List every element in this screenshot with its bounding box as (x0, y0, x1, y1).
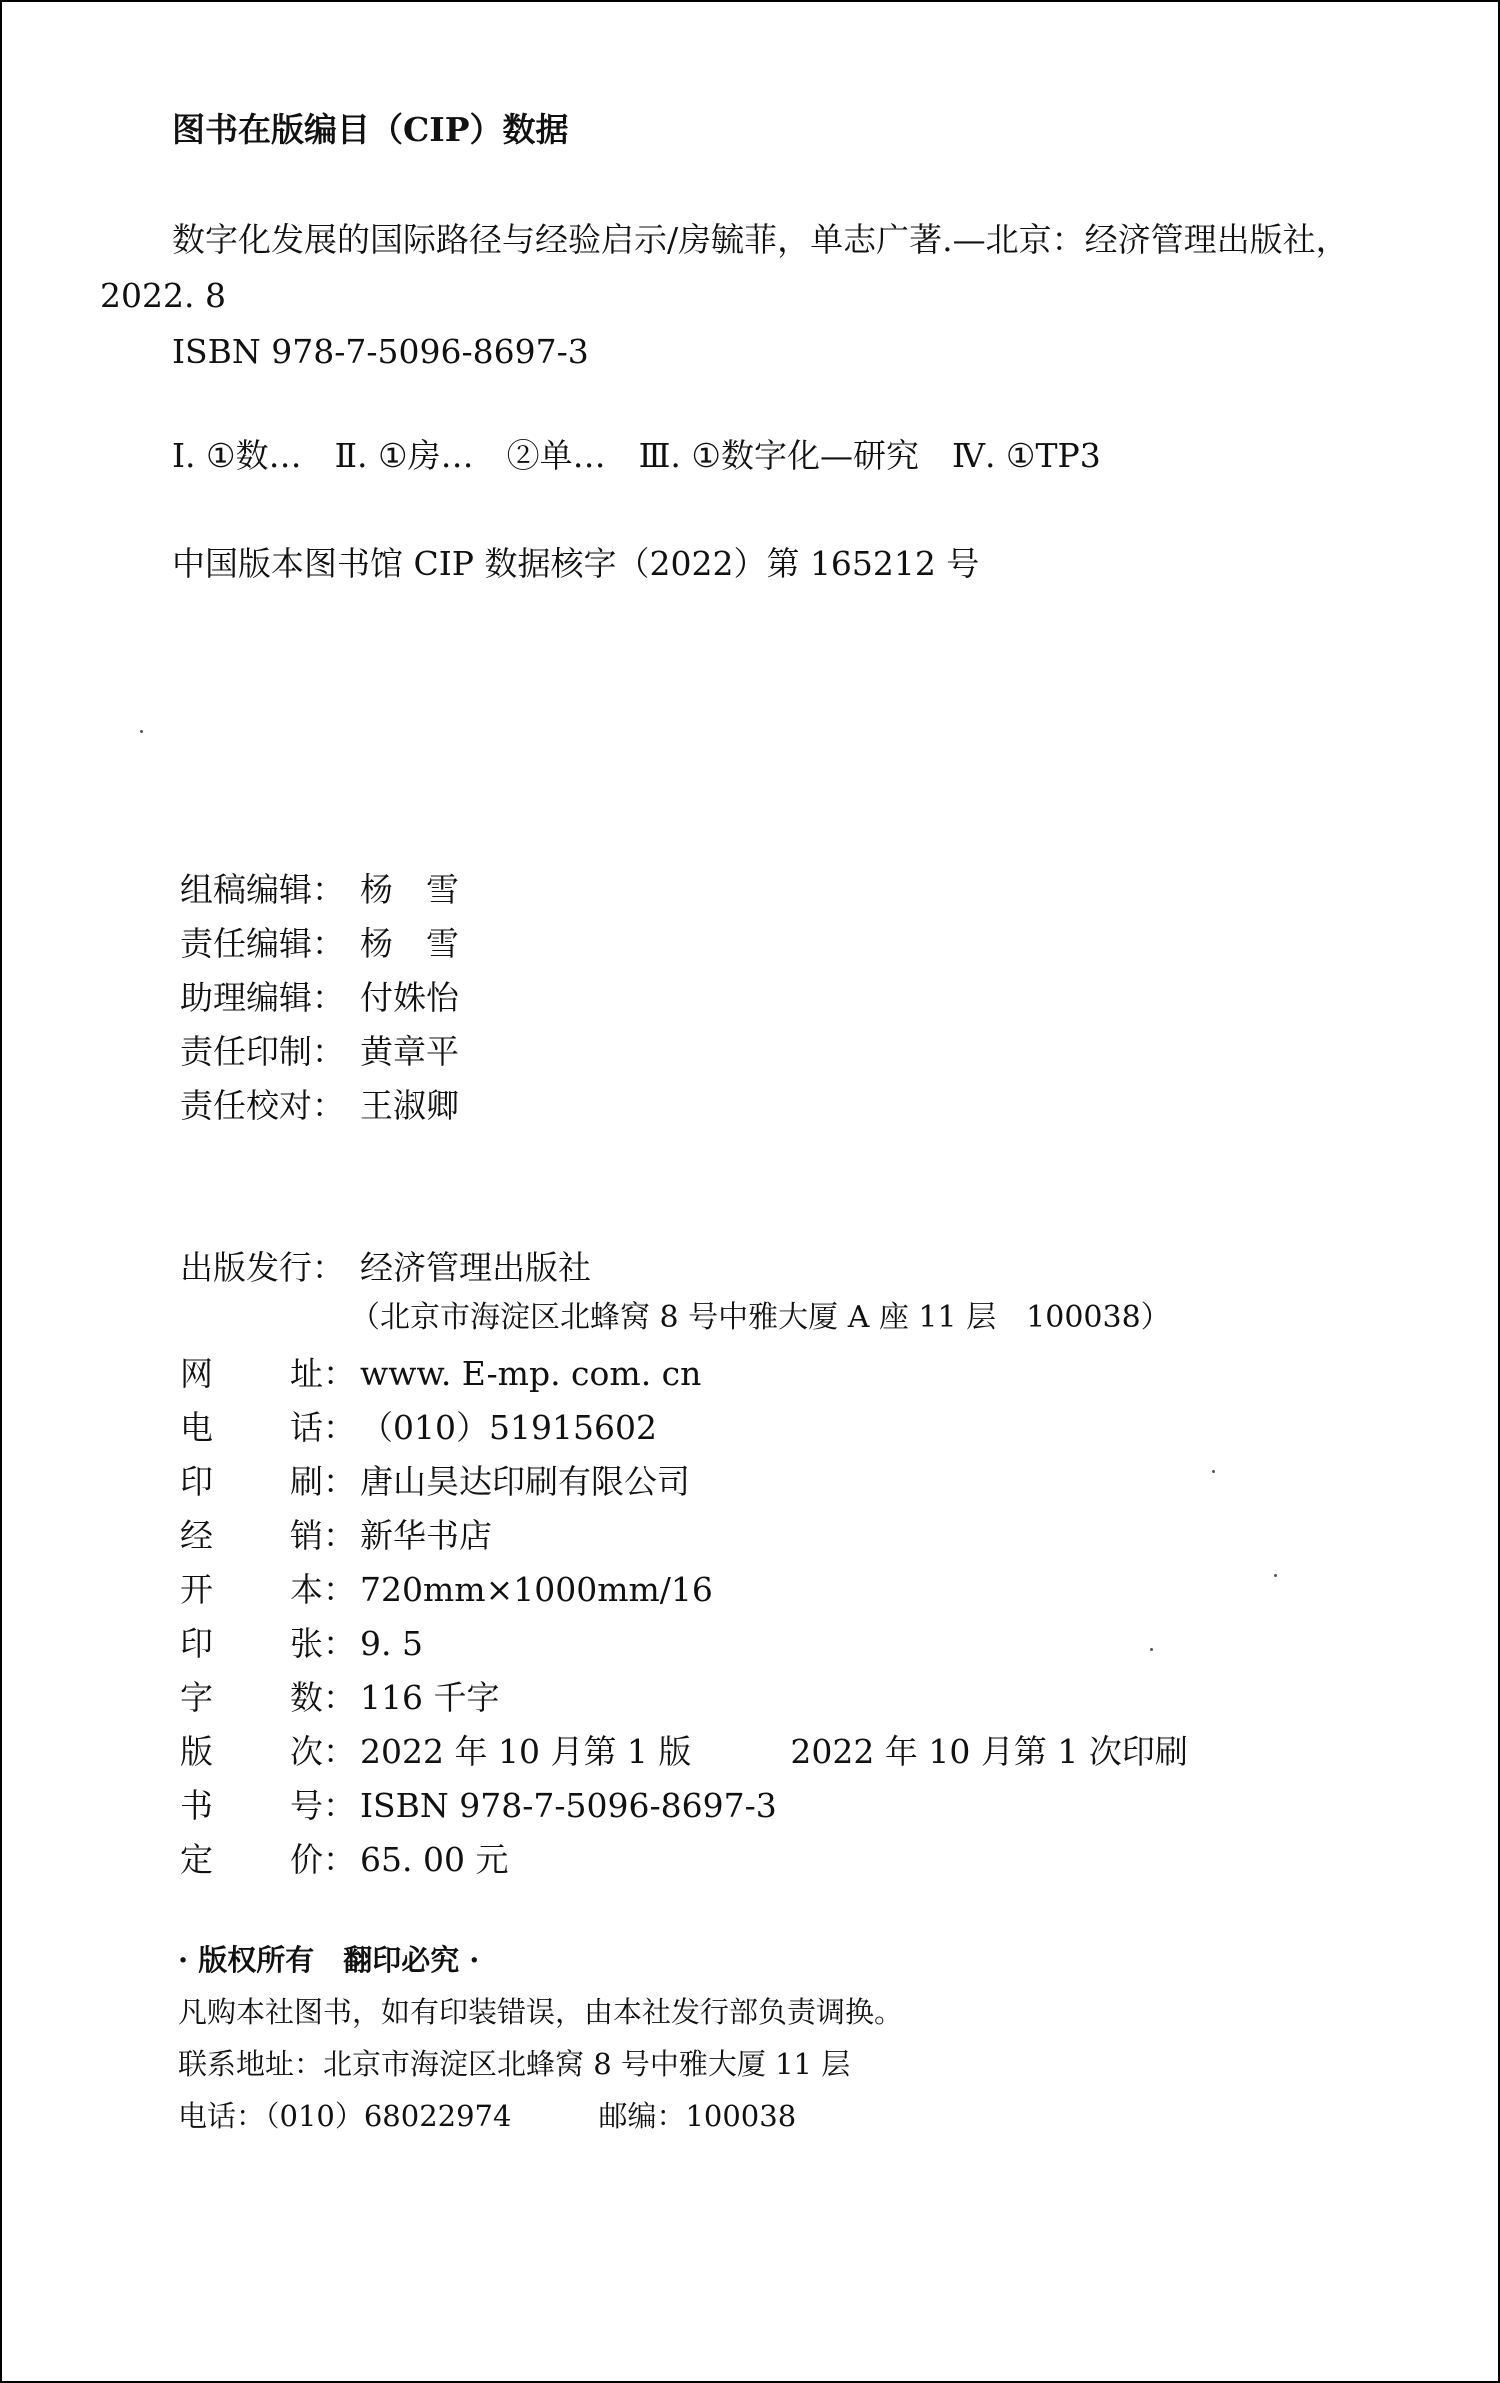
rights-notice: · 版权所有 翻印必究 · (178, 1943, 480, 1977)
detail-row (180, 1516, 492, 1556)
detail-value: （010）51915602 (360, 1408, 657, 1447)
detail-label-a: 印 (180, 1462, 213, 1501)
detail-value: 2022 年 10 月第 1 版 2022 年 10 月第 1 次印刷 (360, 1732, 1188, 1771)
detail-row (180, 1462, 690, 1502)
editor-value: 付姝怡 (360, 978, 459, 1017)
contact-address: 联系地址：北京市海淀区北蜂窝 8 号中雅大厦 11 层 (178, 2047, 851, 2081)
publisher-name: 经济管理出版社 (360, 1248, 591, 1287)
detail-label-a: 字 (180, 1678, 213, 1717)
detail-row (180, 1624, 423, 1664)
editor-label: 责任校对： (180, 1086, 345, 1125)
detail-label-b: 话： (290, 1408, 356, 1447)
editor-label: 助理编辑： (180, 978, 345, 1017)
detail-label-a: 电 (180, 1408, 213, 1447)
editor-label: 组稿编辑： (180, 870, 345, 909)
editor-value: 王淑卿 (360, 1086, 459, 1125)
editor-label: 责任印制： (180, 1032, 345, 1071)
editor-row (180, 924, 459, 964)
cip-year: 2022. 8 (100, 276, 226, 315)
cip-classification: Ⅰ. ①数… Ⅱ. ①房… ②单… Ⅲ. ①数字化—研究 Ⅳ. ①TP3 (172, 436, 1101, 475)
detail-value: www. E-mp. com. cn (360, 1354, 702, 1393)
detail-label-a: 开 (180, 1570, 213, 1609)
replacement-notice: 凡购本社图书，如有印装错误，由本社发行部负责调换。 (178, 1995, 904, 2029)
detail-row (180, 1732, 1188, 1772)
detail-value: 720mm×1000mm/16 (360, 1570, 713, 1609)
scan-speck (1212, 1470, 1215, 1473)
detail-label-a: 网 (180, 1354, 213, 1393)
detail-row (180, 1354, 701, 1394)
detail-value: 65. 00 元 (360, 1840, 509, 1879)
contact-phone: 电话：（010）68022974 邮编：100038 (178, 2099, 797, 2133)
detail-label-b: 销： (290, 1516, 356, 1555)
cip-record: 中国版本图书馆 CIP 数据核字（2022）第 165212 号 (172, 544, 980, 583)
detail-label-b: 次： (290, 1732, 356, 1771)
detail-row (180, 1570, 713, 1610)
publisher-address: （北京市海淀区北蜂窝 8 号中雅大厦 A 座 11 层 100038） (350, 1300, 1171, 1335)
scan-speck (1150, 1648, 1153, 1651)
editor-row (180, 1032, 459, 1072)
detail-label-a: 印 (180, 1624, 213, 1663)
detail-label-a: 书 (180, 1786, 213, 1825)
detail-label-b: 号： (290, 1786, 356, 1825)
detail-label-a: 定 (180, 1840, 213, 1879)
cip-isbn: ISBN 978-7-5096-8697-3 (172, 332, 589, 371)
detail-row (180, 1840, 508, 1880)
detail-label-a: 经 (180, 1516, 213, 1555)
detail-value: 9. 5 (360, 1624, 423, 1663)
cip-heading: 图书在版编目（CIP）数据 (172, 110, 569, 149)
detail-label-b: 刷： (290, 1462, 356, 1501)
detail-label-b: 址： (290, 1354, 356, 1393)
editor-value: 黄章平 (360, 1032, 459, 1071)
scan-speck (140, 730, 143, 733)
detail-label-b: 价： (290, 1840, 356, 1879)
detail-row (180, 1678, 499, 1718)
editor-label: 责任编辑： (180, 924, 345, 963)
editor-value: 杨 雪 (360, 924, 459, 963)
detail-label-a: 版 (180, 1732, 213, 1771)
detail-value: 新华书店 (360, 1516, 492, 1555)
detail-value: ISBN 978-7-5096-8697-3 (360, 1786, 777, 1825)
publisher-label: 出版发行： (180, 1248, 345, 1287)
detail-row (180, 1408, 657, 1448)
editor-value: 杨 雪 (360, 870, 459, 909)
editor-row (180, 1086, 459, 1126)
editor-row (180, 978, 459, 1018)
cip-title-line: 数字化发展的国际路径与经验启示/房毓菲，单志广著.—北京：经济管理出版社， (172, 220, 1349, 259)
editor-row (180, 870, 459, 910)
publisher-row (180, 1248, 591, 1288)
detail-value: 116 千字 (360, 1678, 500, 1717)
detail-value: 唐山昊达印刷有限公司 (360, 1462, 690, 1501)
scan-speck (1274, 1574, 1277, 1577)
detail-label-b: 张： (290, 1624, 356, 1663)
detail-label-b: 数： (290, 1678, 356, 1717)
detail-label-b: 本： (290, 1570, 356, 1609)
detail-row (180, 1786, 777, 1826)
